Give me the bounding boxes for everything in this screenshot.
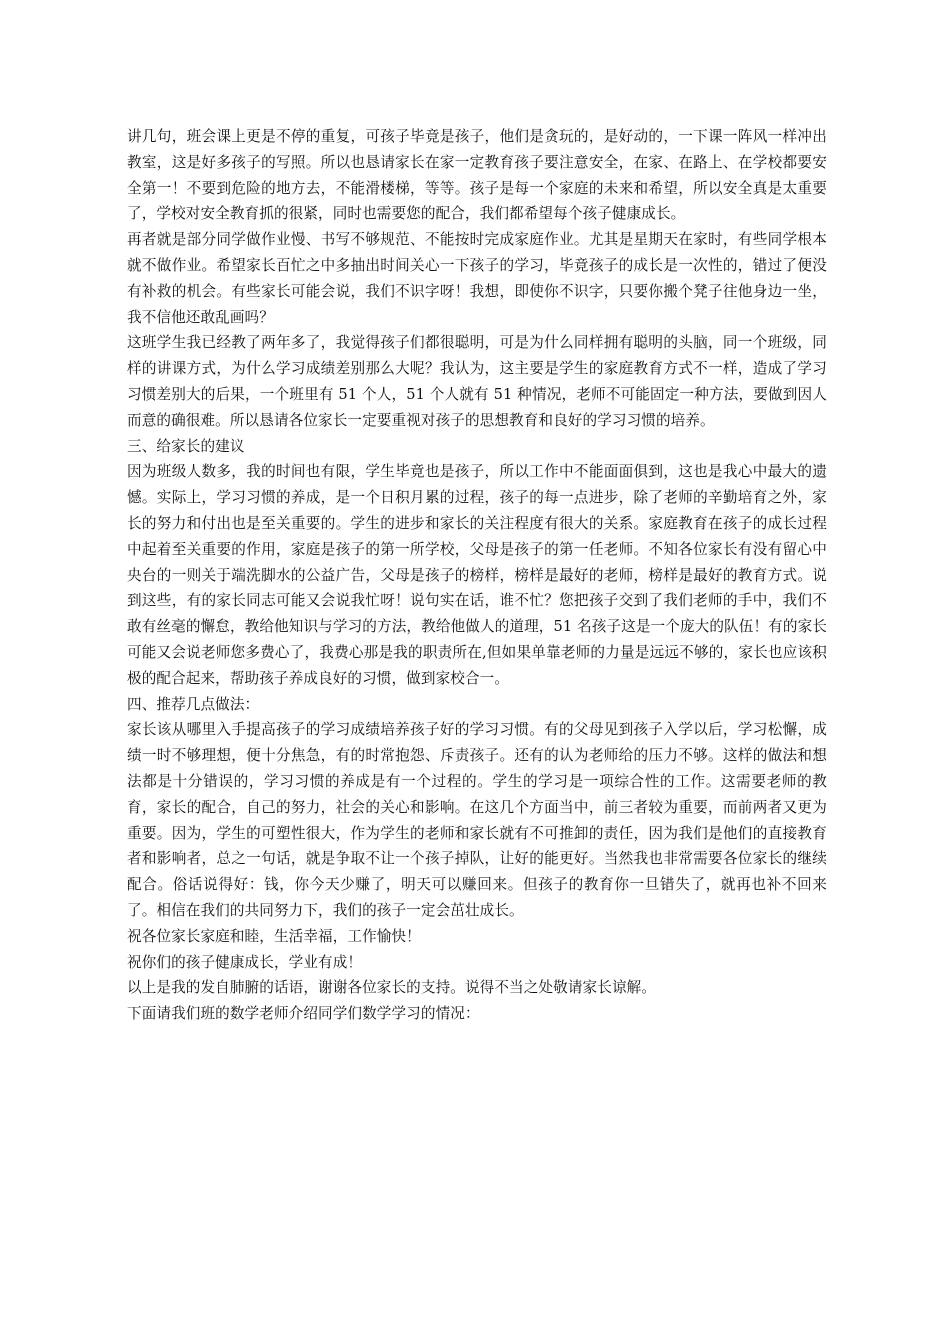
paragraph-wish-children: 祝你们的孩子健康成长，学业有成！ xyxy=(127,953,363,971)
paragraph-methods: 家长该从哪里入手提高孩子的学习成绩培养孩子好的学习习惯。有的父母见到孩子入学以后，学习松懈，成绩一时不够理想，便十分焦急，有的时常抱怨、斥责孩子。还有的认为老师给的压力不够。这样的做法和想法都是十分错误的，学习习惯的养成是有一个过程的。学生的学习是一项综合性的工作。这需要老师的教育，家长的配合，自己的努力，社会的关心和影响。在这几个方面当中，前三者较为重要，而前两者又更为重要。因为，学生的可塑性很大，作为学生的老师和家长就有不可推卸的责任，因为我们是他们的直接教育者和影响者，总之一句话，就是争取不让一个孩子掉队，让好的能更好。当然我也非常需要各位家长的继续配合。俗话说得好：钱，你今天少赚了，明天可以赚回来。但孩子的教育你一旦错失了，就再也补不回来了。相信在我们的共同努力下，我们的孩子一定会茁壮成长。 xyxy=(127,721,827,919)
paragraph-next-speaker: 下面请我们班的数学老师介绍同学们数学学习的情况： xyxy=(127,1005,480,1023)
paragraph-wish-family: 祝各位家长家庭和睦，生活幸福，工作愉快！ xyxy=(127,927,421,945)
section-heading-advice: 三、给家长的建议 xyxy=(127,437,245,455)
paragraph-study-habits: 这班学生我已经教了两年多了，我觉得孩子们都很聪明，可是为什么同样拥有聪明的头脑，同一个班级，同样的讲课方式，为什么学习成绩差别那么大呢？我认为，这主要是学生的家庭教育方式不一样，造成了学习习惯差别大的后果，一个班里有 51 个人，51 个人就有 51 种情况，老师不可能固定一种方法，要做到因人而意的确很难。所以恳请各位家长一定要重视对孩子的思想教育和良好的学习习惯的培养。 xyxy=(127,334,827,429)
document-body xyxy=(127,124,827,1027)
section-heading-methods: 四、推荐几点做法： xyxy=(127,695,260,713)
paragraph-advice: 因为班级人数多，我的时间也有限，学生毕竟也是孩子，所以工作中不能面面俱到，这也是我心中最大的遗憾。实际上，学习习惯的养成，是一个日积月累的过程，孩子的每一点进步，除了老师的辛勤培育之外，家长的努力和付出也是至关重要的。学生的进步和家长的关注程度有很大的关系。家庭教育在孩子的成长过程中起着至关重要的作用，家庭是孩子的第一所学校，父母是孩子的第一任老师。不知各位家长有没有留心中央台的一则关于端洗脚水的公益广告，父母是孩子的榜样，榜样是最好的老师，榜样是最好的教育方式。说到这些，有的家长同志可能又会说我忙呀！说句实在话，谁不忙？您把孩子交到了我们老师的手中，我们不敢有丝毫的懈怠，教给他知识与学习的方法，教给他做人的道理，51 名孩子这是一个庞大的队伍！有的家长可能又会说老师您多费心了，我费心那是我的职责所在,但如果单靠老师的力量是远远不够的，家长也应该积极的配合起来，帮助孩子养成良好的习惯，做到家校合一。 xyxy=(127,463,827,687)
paragraph-homework: 再者就是部分同学做作业慢、书写不够规范、不能按时完成家庭作业。尤其是星期天在家时，有些同学根本就不做作业。希望家长百忙之中多抽出时间关心一下孩子的学习，毕竟孩子的成长是一次性的，错过了便没有补救的机会。有些家长可能会说，我们不识字呀！我想，即使你不识字，只要你搬个凳子往他身边一坐，我不信他还敢乱画吗？ xyxy=(127,231,827,326)
paragraph-safety: 讲几句，班会课上更是不停的重复，可孩子毕竟是孩子，他们是贪玩的，是好动的，一下课一阵风一样冲出教室，这是好多孩子的写照。所以也恳请家长在家一定教育孩子要注意安全，在家、在路上、在学校都要安全第一！不要到危险的地方去，不能滑楼梯，等等。孩子是每一个家庭的未来和希望，所以安全真是太重要了，学校对安全教育抓的很紧，同时也需要您的配合，我们都希望每个孩子健康成长。 xyxy=(127,128,827,223)
paragraph-thanks: 以上是我的发自肺腑的话语，谢谢各位家长的支持。说得不当之处敬请家长谅解。 xyxy=(127,979,656,997)
